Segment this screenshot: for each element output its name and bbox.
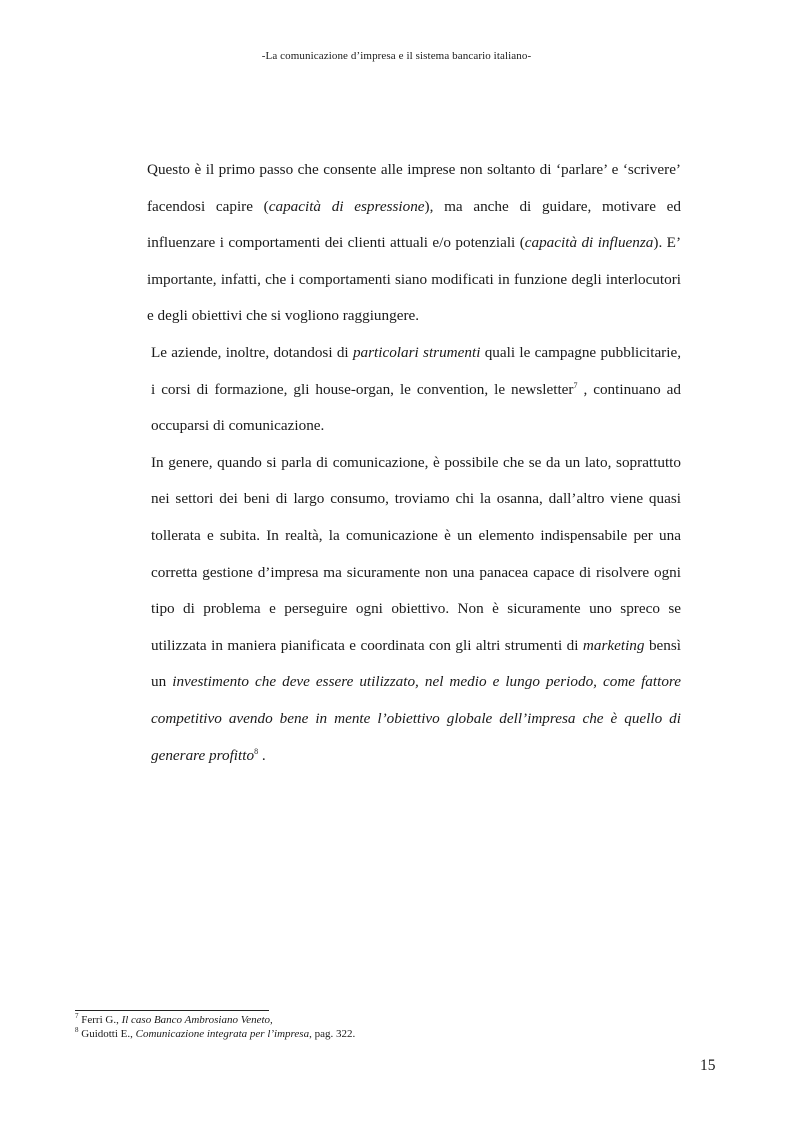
text-run: ). E’ importante, infatti, che i comportamenti siano modificati in funzione degli interlocutori e degli obiettivi che si vogliono raggiungere.	[147, 234, 681, 325]
text-run: Le aziende, inoltre, dotandosi di	[151, 343, 353, 361]
text-run: quali le campagne pubblicitarie, i corsi di formazione, gli house-organ, le convention, le newsletter	[151, 343, 682, 398]
italic-run: capacità di espressione	[268, 197, 425, 215]
italic-run: marketing	[582, 636, 645, 654]
footnotes	[75, 1013, 355, 1041]
text-run: bensì un	[151, 636, 681, 691]
footnote-8	[75, 1027, 355, 1041]
footnote-author: Guidotti E.,	[81, 1028, 136, 1040]
footnote-ref-7[interactable]: 7	[573, 380, 578, 390]
running-header: -La comunicazione d’impresa e il sistema bancario italiano-	[261, 50, 532, 62]
footnote-title: Il caso Banco Ambrosiano Veneto,	[121, 1014, 273, 1026]
footnote-number: 7	[75, 1012, 79, 1020]
body-text	[147, 152, 681, 774]
italic-run: investimento che deve essere utilizzato, nel medio e lungo periodo, come fattore competitivo avendo bene in mente l’obiettivo globale dell’impresa che è quello di generare profitto	[151, 673, 681, 764]
paragraph-3	[147, 445, 681, 774]
paragraph-1	[147, 152, 681, 335]
footnote-title: Comunicazione integrata per l’impresa	[135, 1028, 310, 1040]
text-run: In genere, quando si parla di comunicazione, è possibile che se da un lato, soprattutto nei settori dei beni di largo consumo, troviamo chi la osanna, dall’altro viene quasi tollerata e subita. In realtà, la comunicazione è un elemento indispensabile per una corretta gestione d’impresa ma sicuramente non una panacea capace di risolvere ogni tipo di problema e perseguire ogni obiettivo. Non è sicuramente uno spreco se utilizzata in maniera pianificata e coordinata con gli altri strumenti di	[151, 453, 681, 654]
text-run: Questo è il primo passo che consente alle imprese non soltanto di ‘parlare’ e ‘scrivere’ facendosi capire (	[147, 161, 681, 215]
text-run: , continuano ad occuparsi di comunicazione.	[151, 380, 681, 435]
italic-run: capacità di influenza	[524, 234, 654, 252]
footnote-author: Ferri G.,	[81, 1014, 122, 1026]
footnote-ref-8[interactable]: 8	[254, 746, 259, 756]
paragraph-2	[147, 335, 681, 445]
page-number: 15	[700, 1057, 716, 1074]
italic-run: particolari strumenti	[352, 343, 481, 361]
footnote-rest: , pag. 322.	[309, 1028, 356, 1040]
footnote-number: 8	[75, 1026, 79, 1034]
text-run: ), ma anche di guidare, motivare ed influenzare i comportamenti dei clienti attuali e/o potenziali (	[147, 197, 681, 252]
footnote-7	[75, 1013, 355, 1027]
text-run: .	[258, 746, 266, 764]
footnote-separator	[75, 1010, 269, 1011]
